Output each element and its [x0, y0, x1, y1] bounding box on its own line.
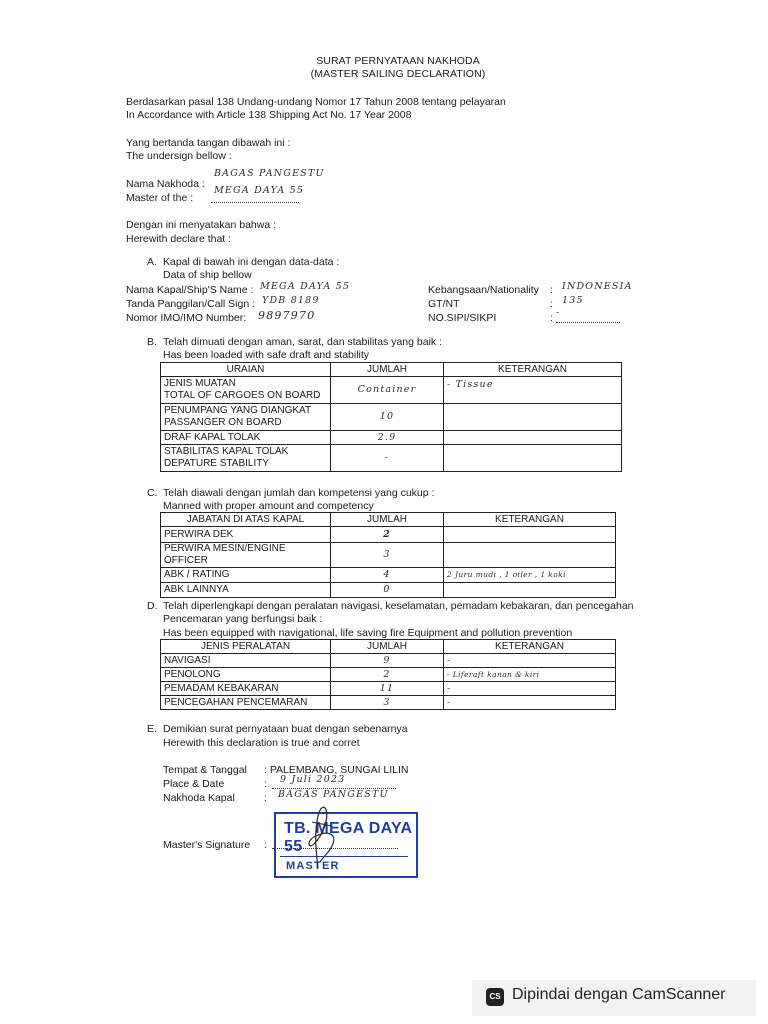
section-d-title-en: Has been equipped with navigational, life saving fire Equipment and pollution prevention [163, 627, 573, 639]
gt-nt-colon: : [550, 298, 553, 310]
declare-en: Herewith declare that : [126, 233, 232, 245]
master-colon: : [264, 792, 267, 804]
stamp-subtitle: MASTER [286, 860, 340, 872]
title-en: (MASTER SAILING DECLARATION) [310, 68, 486, 80]
section-c-title-id: Telah diawali dengan jumlah dan kompetensi yang cukup : [163, 487, 435, 499]
table-row [161, 543, 616, 568]
table-header-row [161, 513, 616, 527]
section-e-line-en: Herewith this declaration is true and corret [163, 737, 360, 749]
section-b-title-id: Telah dimuati dengan aman, sarat, dan stabilitas yang baik : [163, 336, 443, 348]
column-header: JABATAN DI ATAS KAPAL [161, 513, 331, 527]
table-header-row [161, 640, 616, 654]
amount-cell: 4 [331, 568, 444, 583]
date-colon: : [264, 778, 267, 790]
title-id: SURAT PERNYATAAN NAKHODA [316, 55, 480, 67]
ship-name-label: Nama Kapal/Ship'S Name : [126, 284, 254, 296]
table-row [161, 668, 616, 682]
date-label: Place & Date [163, 778, 225, 790]
legal-basis-en: In Accordance with Article 138 Shipping Act No. 17 Year 2008 [126, 109, 412, 121]
gt-nt-label: GT/NT [428, 298, 460, 310]
note-cell: 2 Juru mudi , 1 oiler , 1 koki [444, 568, 616, 583]
column-header: JUMLAH [331, 640, 444, 654]
note-cell: - Liferaft kanan & kiri [444, 668, 616, 682]
row-label: STABILITAS KAPAL TOLAK [164, 446, 289, 457]
equipment-table [160, 639, 616, 710]
signature-colon: : [264, 839, 267, 851]
row-label: ABK LAINNYA [161, 583, 331, 598]
sipi-value: - [556, 307, 561, 318]
table-row [161, 682, 616, 696]
declare-id: Dengan ini menyatakan bahwa : [126, 219, 277, 231]
handwritten-signature [288, 800, 358, 872]
ship-of-label: Master of the : [126, 192, 194, 204]
note-cell [444, 431, 622, 445]
table-row [161, 431, 622, 445]
row-label: DRAF KAPAL TOLAK [161, 431, 331, 445]
row-label: PEMADAM KEBAKARAN [161, 682, 331, 696]
camscanner-watermark [472, 980, 756, 1016]
row-label: PENCEGAHAN PENCEMARAN [161, 696, 331, 710]
row-label: PERWIRA DEK [161, 527, 331, 543]
nationality-value: INDONESIA [562, 281, 633, 292]
section-d-title-id-2: Pencemaran yang berfungsi baik : [163, 613, 323, 625]
legal-basis-id: Berdasarkan pasal 138 Undang-undang Nomor 17 Tahun 2008 tentang pelayaran [126, 96, 506, 108]
signature-label: Master's Signature [163, 839, 251, 851]
section-e-letter: E. [147, 723, 157, 735]
amount-cell: 10 [331, 404, 444, 431]
section-e-line-id: Demikian surat pernyataan buat dengan sebenarnya [163, 723, 408, 735]
ship-name-value: MEGA DAYA 55 [260, 281, 351, 292]
manning-table [160, 512, 616, 598]
amount-cell: 0 [331, 583, 444, 598]
section-b-title-en: Has been loaded with safe draft and stability [163, 349, 370, 361]
nationality-label: Kebangsaan/Nationality [428, 284, 539, 296]
stamp-title: TB. MEGA DAYA 55 [284, 820, 412, 855]
table-row [161, 696, 616, 710]
row-label-en: TOTAL OF CARGOES ON BOARD [164, 390, 321, 401]
note-cell [444, 527, 616, 543]
section-a-title-id: Kapal di bawah ini dengan data-data : [163, 256, 340, 268]
sipi-dotline [556, 322, 620, 323]
section-b-letter: B. [147, 336, 157, 348]
master-label: Nakhoda Kapal [163, 792, 235, 804]
section-d-title-id: Telah diperlengkapi dengan peralatan navigasi, keselamatan, pemadam kebakaran, dan pencegahan [163, 600, 634, 612]
loading-table [160, 362, 622, 472]
note-cell: - Tissue [444, 377, 622, 404]
imo-value: 9897970 [258, 309, 316, 322]
place-value: : PALEMBANG, SUNGAI LILIN [264, 764, 409, 776]
sipi-colon: : [550, 312, 553, 324]
nationality-colon: : [550, 284, 553, 296]
table-row [161, 654, 616, 668]
row-label: PENUMPANG YANG DIANGKAT [164, 405, 312, 416]
note-cell: - [444, 682, 616, 696]
column-header: KETERANGAN [444, 640, 616, 654]
amount-cell: Container [331, 377, 444, 404]
call-sign-value: YDB 8189 [262, 295, 320, 306]
section-d-letter: D. [147, 600, 158, 612]
row-label: PERWIRA MESIN/ENGINE OFFICER [161, 543, 331, 568]
amount-cell: 3 [331, 543, 444, 568]
amount-cell: 9 [331, 654, 444, 668]
imo-label: Nomor IMO/IMO Number: [126, 312, 247, 324]
note-cell: - [444, 696, 616, 710]
date-value: 9 Juli 2023 [280, 774, 346, 785]
column-header: KETERANGAN [444, 363, 622, 377]
row-label: NAVIGASI [161, 654, 331, 668]
note-cell [444, 445, 622, 472]
section-c-letter: C. [147, 487, 158, 499]
row-label: PENOLONG [161, 668, 331, 682]
table-row [161, 568, 616, 583]
table-row [161, 404, 622, 431]
column-header: JUMLAH [331, 363, 444, 377]
amount-cell: 2 [331, 668, 444, 682]
amount-cell: 2.9 [331, 431, 444, 445]
call-sign-label: Tanda Panggilan/Call Sign : [126, 298, 256, 310]
section-a-title-en: Data of ship bellow [163, 269, 252, 281]
master-name-value: BAGAS PANGESTU [214, 168, 325, 179]
gt-nt-value: 135 [562, 295, 584, 306]
note-cell: - [444, 654, 616, 668]
note-cell [444, 404, 622, 431]
ship-of-dotline [211, 202, 299, 203]
table-row [161, 583, 616, 598]
camscanner-logo-icon: CS [486, 988, 504, 1006]
column-header: JUMLAH [331, 513, 444, 527]
amount-cell: 3 [331, 696, 444, 710]
column-header: JENIS PERALATAN [161, 640, 331, 654]
section-a-letter: A. [147, 256, 157, 268]
amount-cell: - [331, 445, 444, 472]
table-row [161, 377, 622, 404]
note-cell [444, 543, 616, 568]
sipi-label: NO.SIPI/SIKPI [428, 312, 497, 324]
column-header: KETERANGAN [444, 513, 616, 527]
amount-cell: 11 [331, 682, 444, 696]
amount-cell: 2 [331, 527, 444, 543]
place-label: Tempat & Tanggal [163, 764, 247, 776]
column-header: URAIAN [161, 363, 331, 377]
table-row [161, 527, 616, 543]
row-label: ABK / RATING [161, 568, 331, 583]
note-cell [444, 583, 616, 598]
table-header-row [161, 363, 622, 377]
section-c-title-en: Manned with proper amount and competency [163, 500, 374, 512]
ship-of-value: MEGA DAYA 55 [214, 185, 305, 196]
row-label-en: PASSANGER ON BOARD [164, 417, 282, 428]
signatory-intro-en: The undersign bellow : [126, 150, 232, 162]
camscanner-text: Dipindai dengan CamScanner [512, 986, 726, 1003]
table-row [161, 445, 622, 472]
row-label-en: DEPATURE STABILITY [164, 458, 270, 469]
signatory-intro-id: Yang bertanda tangan dibawah ini : [126, 137, 291, 149]
master-value: BAGAS PANGESTU [278, 789, 389, 800]
master-name-label: Nama Nakhoda : [126, 178, 205, 190]
row-label: JENIS MUATAN [164, 378, 236, 389]
